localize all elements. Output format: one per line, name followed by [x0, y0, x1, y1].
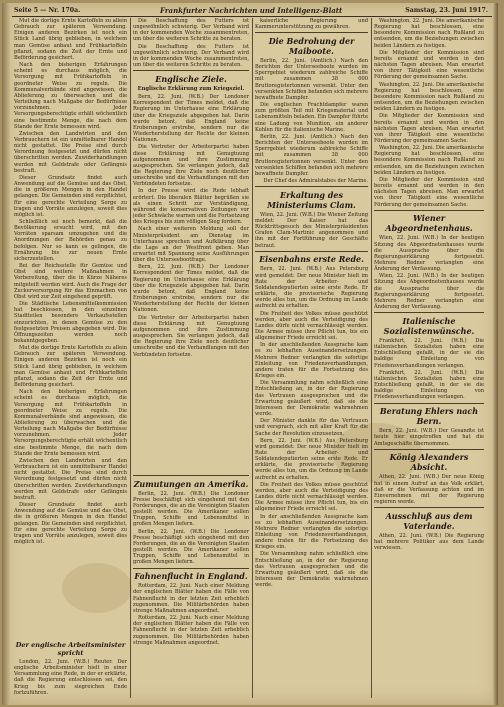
section-rule — [255, 32, 368, 33]
section-rule — [255, 186, 368, 187]
paragraph: Wien, 22. Juni. (W.B.) Die Wiener Zeitung meldet: Der Kaiser hat das Rücktrittsgesuch des Ministerpräsidenten Grafen Clam-Martinic angenommen und ihn mit der Fortführung der Geschäfte betraut. — [255, 211, 368, 249]
paragraph: Die Versammlung nahm schließlich eine Entschließung an, in der der Regierung das Vertrauen ausgesprochen und die Erwartung geäußert wird, daß sie die Interessen der Demokratie wahrnehmen werde. — [255, 551, 368, 589]
head-rule — [12, 16, 492, 17]
paragraph: Berlin, 22. Juni. (W.B.) Die Londoner Presse beschäftigt sich eingehend mit den Forderungen, die an die Vereinigten Staaten gestellt werden. Die Amerikaner sollen Truppen, Schiffe und Lebensmittel in großen Mengen liefern. — [133, 528, 249, 566]
column-rule — [130, 18, 131, 698]
paragraph: Washington, 22. Juni. Die amerikanische Regierung hat beschlossen, eine besondere Kommission nach Rußland zu entsenden, um die Beziehungen zwischen beiden Ländern zu festigen. — [374, 18, 484, 49]
paragraph: Athen, 22. Juni. (W.B.) Die Regierung hat mehrere Politiker aus dem Lande verwiesen. — [374, 532, 484, 552]
paragraph: Die Beschaffung des Futters ist ungewöhnlich schwierig. Der Verband wird in der kommenden Woche zusammentreten, um über die weiteren Schritte zu beraten. — [133, 43, 249, 69]
paragraph: In der anschließenden Aussprache kam es zu lebhaften Auseinandersetzungen. Mehrere Redner verlangten die sofortige Einleitung von Friedensverhandlungen, andere traten für die Fortsetzung des Krieges ein. — [255, 513, 368, 551]
paragraph: Mut die dortige Ernte Kartoffeln zu allein Gebrauch zur späteren Verwendung. Einigen anderen Bezirken ist noch ein Stück Land übrig geblieben, in welchem man Gemüse anbaut und Frühkartoffeln pflanzt, sodann die Zeit der Ernte und Beförderung gesichert. — [14, 18, 127, 61]
section-rule — [374, 507, 484, 508]
column-1 — [14, 18, 127, 698]
paragraph: Die Freiheit des Volkes müsse geschützt werden, aber auch die Verteidigung des Landes dürfe nicht vernachlässigt werden. Die Armee müsse ihre Pflicht tun, bis ein allgemeiner Friede erreicht sei. — [255, 310, 368, 342]
paragraph: Frankfurt, 22. Juni. (W.B.) Die italienischen Sozialisten haben eine Entschließung gefaßt, in der sie die baldige Einleitung von Friedensverhandlungen verlangen. — [374, 337, 484, 369]
column-2 — [133, 18, 249, 698]
article-subhead: Englische Erklärung zum Kriegsziel. — [137, 85, 245, 92]
paragraph: Bern, 22. Juni. (W.B.) Aus Petersburg wird gemeldet: Der neue Minister hielt im Rate der Arbeiter- und Soldatendeputierten seine erste Rede. Er erklärte, die provisorische Regierung werde alles tun, um die Ordnung im Lande aufrecht zu erhalten. — [255, 437, 368, 481]
paragraph: Die Städtische Lebensmittelkommission hat beschlossen, in den einzelnen Stadtteilen besondere Verkaufsstellen einzurichten, in denen Gemüse zu den festgesetzten Preisen abgegeben wird. Die Öffnungszeiten werden noch bekanntgegeben. — [14, 301, 127, 344]
section-rule — [374, 403, 484, 404]
section-rule — [374, 312, 484, 313]
paragraph: Frankfurt, 22. Juni. (W.B.) Die italienischen Sozialisten haben eine Entschließung gefaßt, in der sie die baldige Einleitung von Friedensverhandlungen verlangen. — [374, 369, 484, 401]
paragraph: Die Vertreter der Arbeiterpartei haben diese Erklärung mit Genugtuung aufgenommen und ihre Zustimmung ausgesprochen. Sie verlangen jedoch, daß die Regierung ihre Ziele noch deutlicher umschreibe und die Verhandlungen mit den Verbündeten fortsetze. — [133, 144, 249, 188]
paragraph: Dieser Grundsatz findet auch Anwendung auf die Gemüse und das Obst, die in größeren Mengen in den Handel gelangen. Die Gemeinden sind verpflichtet, für eine gerechte Verteilung Sorge zu tragen und Vorräte anzulegen, soweit dies möglich ist. — [14, 174, 127, 218]
paragraph: Der Minister dankte für das Vertrauen und versprach, sich mit aller Kraft für die Sache der Revolution einzusetzen. — [255, 418, 368, 437]
paragraph: Berlin, 22. Juni. (Amtlich.) Nach den Berichten der Unterseeboote wurden im Sperrgebiet wiederum zahlreiche Schiffe mit zusammen 38 000 Bruttoregistertonnen versenkt. Unter den versenkten Schiffen befanden sich mehrere bewaffnete Dampfer. — [255, 133, 368, 177]
section-rule — [133, 70, 249, 71]
article-headline: Beratung Ehlers nach Bern. — [379, 406, 479, 427]
issue-date: Samstag, 23. Juni 1917. — [405, 7, 488, 14]
section-rule — [374, 210, 484, 211]
paragraph: Dieser Grundsatz findet auch Anwendung auf die Gemüse und das Obst, die in größeren Mengen in den Handel gelangen. Die Gemeinden sind verpflichtet, für eine gerechte Verteilung Sorge zu tragen und Vorräte anzulegen, soweit dies möglich ist. — [14, 502, 127, 545]
signature-line: Der Chef des Admiralstabes der Marine. — [263, 177, 368, 184]
paragraph: Nach den bisherigen Erfahrungen scheint es durchaus möglich, die Versorgung mit Frühkartoffeln in geordneter Weise zu regeln. Die Kommunalverbände sind angewiesen, die Ablieferung zu überwachen und die Verteilung nach Maßgabe der Bedürfnisse vorzunehmen. Jeder Versorgungsberechtigte erhält wöchentlich eine bestimmte Menge, die nach dem Stande der Ernte bemessen wird. — [14, 389, 127, 457]
article-headline: Erkaltung des Ministeriums Clam. — [267, 189, 356, 210]
paragraph: Mut die dortige Ernte Kartoffeln zu allein Gebrauch zur späteren Verwendung. Einigen anderen Bezirken ist noch ein Stück Land übrig geblieben, in welchem man Gemüse anbaut und Frühkartoffeln pflanzt, sodann die Zeit der Ernte und Beförderung gesichert. — [14, 345, 127, 389]
column-rule — [252, 18, 253, 698]
paragraph: Wien, 22. Juni. (W.B.) In der heutigen Sitzung des Abgeordnetenhauses wurde die Aussprache über die Regierungserklärung fortgesetzt. Mehrere Redner verlangten eine Änderung der Verfassung. — [374, 273, 484, 311]
article-headline: Englische Ziele. — [155, 73, 227, 84]
paragraph: Athen, 22. Juni. (W.B.) Der neue König hat in einem Aufruf an das Volk erklärt, daß er die Verfassung achten und im Einvernehmen mit der Regierung regieren werde. — [374, 474, 484, 505]
paragraph: Die Beschaffung des Futters ist ungewöhnlich schwierig. Der Verband wird in der kommenden Woche zusammentreten, um über die weiteren Schritte zu beraten. — [133, 18, 249, 43]
article-headline: Die Bedrohung der Maiboote. — [268, 36, 355, 56]
paragraph: Die Versammlung nahm schließlich eine Entschließung an, in der der Regierung das Vertrauen ausgesprochen und die Erwartung geäußert wird, daß sie die Interessen der Demokratie wahrnehmen werde. — [255, 380, 368, 418]
paragraph: Nach den bisherigen Erfahrungen scheint es durchaus möglich, die Versorgung mit Frühkartoffeln in geordneter Weise zu regeln. Die Kommunalverbände sind angewiesen, die Ablieferung zu überwachen und die Verteilung nach Maßgabe der Bedürfnisse vorzunehmen. Jeder Versorgungsberechtigte erhält wöchentlich eine bestimmte Menge, die nach dem Stande der Ernte bemessen wird. — [14, 62, 127, 130]
paragraph: Bern, 22. Juni. (W.B.) Aus Petersburg wird gemeldet: Der neue Minister hielt im Rate der Arbeiter- und Soldatendeputierten seine erste Rede. Er erklärte, die provisorische Regierung werde alles tun, um die Ordnung im Lande aufrecht zu erhalten. — [255, 266, 368, 310]
page-spine — [2, 3, 10, 705]
section-rule — [255, 251, 368, 252]
paragraph: Bei der Reichsstelle für Gemüse und Obst sind weitere Maßnahmen in Vorbereitung, über die in Kürze Näheres mitgeteilt werden wird. Auch die Frage der Zuckerversorgung für das Einmachen von Obst wird zur Zeit eingehend geprüft. — [14, 263, 127, 300]
article-headline: Der englische Arbeitsminister spricht — [15, 641, 126, 657]
paragraph: Die Freiheit des Volkes müsse geschützt werden, aber auch die Verteidigung des Landes dürfe nicht vernachlässigt werden. Die Armee müsse ihre Pflicht tun, bis ein allgemeiner Friede erreicht sei. — [255, 481, 368, 513]
paragraph: Wien, 22. Juni. (W.B.) In der heutigen Sitzung des Abgeordnetenhauses wurde die Aussprache über die Regierungserklärung fortgesetzt. Mehrere Redner verlangten eine Änderung der Verfassung. — [374, 235, 484, 273]
column-rule — [371, 18, 372, 698]
paragraph: Die englischen Frachtdampfer waren zum größten Teil mit Kriegsmaterial und Lebensmitteln beladen. Ein Dampfer führte eine Ladung von Munition, ein anderer Kohlen für die italienische Marine. — [255, 102, 368, 133]
article-headline: Italienische Sozialistenwünsche. — [383, 315, 475, 336]
paragraph: Die Vertreter der Arbeiterpartei haben diese Erklärung mit Genugtuung aufgenommen und ihre Zustimmung ausgesprochen. Sie verlangen jedoch, daß die Regierung ihre Ziele noch deutlicher umschreibe und die Verhandlungen mit den Verbündeten fortsetze. — [133, 314, 249, 358]
paragraph: Berlin, 22. Juni. (Amtlich.) Nach den Berichten der Unterseeboote wurden im Sperrgebiet wiederum zahlreiche Schiffe mit zusammen 38 000 Bruttoregistertonnen versenkt. Unter den versenkten Schiffen befanden sich mehrere bewaffnete Dampfer. — [255, 58, 368, 101]
article-headline: Zumutungen an Amerika. — [133, 478, 249, 489]
article-headline: Eisenbahns erste Rede. — [259, 254, 364, 265]
paragraph: In der anschließenden Aussprache kam es zu lebhaften Auseinandersetzungen. Mehrere Redner verlangten die sofortige Einleitung von Friedensverhandlungen, andere traten für die Fortsetzung des Krieges ein. — [255, 342, 368, 380]
column-4 — [374, 18, 484, 698]
paragraph: Bern, 22. Juni. (W.B.) Der Gesandte ist heute hier eingetroffen und hat die Amtsgeschäfte übernommen. — [374, 428, 484, 447]
section-rule — [133, 568, 249, 569]
paragraph: Zwischen den Landwirten und den Verbrauchern ist ein unmittelbarer Handel nicht gestattet. Die Preise sind durch Verordnung festgesetzt und dürfen nicht überschritten werden. Zuwiderhandlungen werden mit Geldstrafe oder Gefängnis bestraft. — [14, 130, 127, 174]
paragraph: Die Mitglieder der Kommission sind bereits ernannt und werden in den nächsten Tagen abreisen. Man erwartet von ihrer Tätigkeit eine wesentliche Förderung der gemeinsamen Sache. — [374, 49, 484, 81]
section-rule — [374, 449, 484, 450]
article-headline: Fahnenflucht in England. — [134, 571, 248, 582]
paragraph: Berlin, 22. Juni. (W.B.) Die Londoner Presse beschäftigt sich eingehend mit den Forderungen, die an die Vereinigten Staaten gestellt werden. Die Amerikaner sollen Truppen, Schiffe und Lebensmittel in großen Mengen liefern. — [133, 490, 249, 528]
paragraph: kaiserliche Regierung und Kammerunterstützung zu gewähren. — [255, 18, 368, 31]
paragraph: Rotterdam, 22. Juni. Nach einer Meldung der englischen Blätter haben die Fälle von Fahnenflucht in der letzten Zeit erheblich zugenommen. Die Militärbehörden haben strenge Maßnahmen angeordnet. — [133, 615, 249, 646]
paragraph: Nach einer weiteren Meldung soll der Ministerpräsident am Dienstag im Unterhause sprechen und Aufklärung über die Lage an der Westfront geben. Man erwartet mit Spannung seine Ausführungen über die Unterseebootfrage. — [133, 226, 249, 264]
article-headline: Wiener Abgeordnetenhaus. — [385, 213, 473, 234]
page-number: Seite 5 — Nr. 170a. — [14, 7, 81, 14]
paragraph: Schließlich sei noch bemerkt, daß die Bevölkerung ersucht wird, mit den Vorräten sparsam umzugehen und die Anordnungen der Behörden genau zu befolgen. Nur so kann es gelingen, die Ernährung bis zur neuen Ernte sicherzustellen. — [14, 219, 127, 262]
paragraph: Zwischen den Landwirten und den Verbrauchern ist ein unmittelbarer Handel nicht gestattet. Die Preise sind durch Verordnung festgesetzt und dürfen nicht überschritten werden. Zuwiderhandlungen werden mit Geldstrafe oder Gefängnis bestraft. — [14, 457, 127, 501]
page-right-edge — [492, 3, 498, 705]
article-headline: König Alexanders Absicht. — [389, 452, 469, 473]
paragraph: London, 22. Juni. (W.B.) Reuter. Der englische Arbeitsminister hielt in einer Versammlung eine Rede, in der er erklärte, daß die Regierung entschlossen sei, den Krieg bis zum siegreichen Ende fortzuführen. — [14, 659, 127, 696]
article-headline: Ausschluß aus dem Vaterlande. — [385, 510, 473, 531]
newspaper-page — [2, 3, 498, 705]
paragraph: Die Mitglieder der Kommission sind bereits ernannt und werden in den nächsten Tagen abreisen. Man erwartet von ihrer Tätigkeit eine wesentliche Förderung der gemeinsamen Sache. — [374, 113, 484, 144]
paragraph: Bern, 22. Juni. (W.B.) Der Londoner Korrespondent der Times meldet, daß die Regierung im Unterhause eine Erklärung über die Kriegsziele abgegeben hat. Darin wurde betont, daß England keine Eroberungen erstrebe, sondern nur die Wiederherstellung der Rechte der kleinen Nationen. — [133, 94, 249, 144]
paragraph: Die Mitglieder der Kommission sind bereits ernannt und werden in den nächsten Tagen abreisen. Man erwartet von ihrer Tätigkeit eine wesentliche Förderung der gemeinsamen Sache. — [374, 176, 484, 208]
section-rule — [133, 475, 249, 476]
column-3 — [255, 18, 368, 698]
paragraph: Washington, 22. Juni. Die amerikanische Regierung hat beschlossen, eine besondere Kommission nach Rußland zu entsenden, um die Beziehungen zwischen beiden Ländern zu festigen. — [374, 81, 484, 113]
paragraph: Washington, 22. Juni. Die amerikanische Regierung hat beschlossen, eine besondere Kommission nach Rußland zu entsenden, um die Beziehungen zwischen beiden Ländern zu festigen. — [374, 145, 484, 176]
masthead-title: Frankfurter Nachrichten und Intelligenz-Blatt — [160, 6, 343, 15]
paragraph: Bern, 22. Juni. (W.B.) Der Londoner Korrespondent der Times meldet, daß die Regierung im Unterhause eine Erklärung über die Kriegsziele abgegeben hat. Darin wurde betont, daß England keine Eroberungen erstrebe, sondern nur die Wiederherstellung der Rechte der kleinen Nationen. — [133, 264, 249, 314]
paragraph: In der Presse wird die Rede lebhaft erörtert. Die liberalen Blätter begrüßen sie als einen Schritt zur Verständigung, während die konservativen Zeitungen vor jeder Schwäche warnen und die Fortsetzung des Krieges bis zum völligen Sieg fordern. — [133, 188, 249, 226]
paragraph: Rotterdam, 22. Juni. Nach einer Meldung der englischen Blätter haben die Fälle von Fahnenflucht in der letzten Zeit erheblich zugenommen. Die Militärbehörden haben strenge Maßnahmen angeordnet. — [133, 583, 249, 614]
